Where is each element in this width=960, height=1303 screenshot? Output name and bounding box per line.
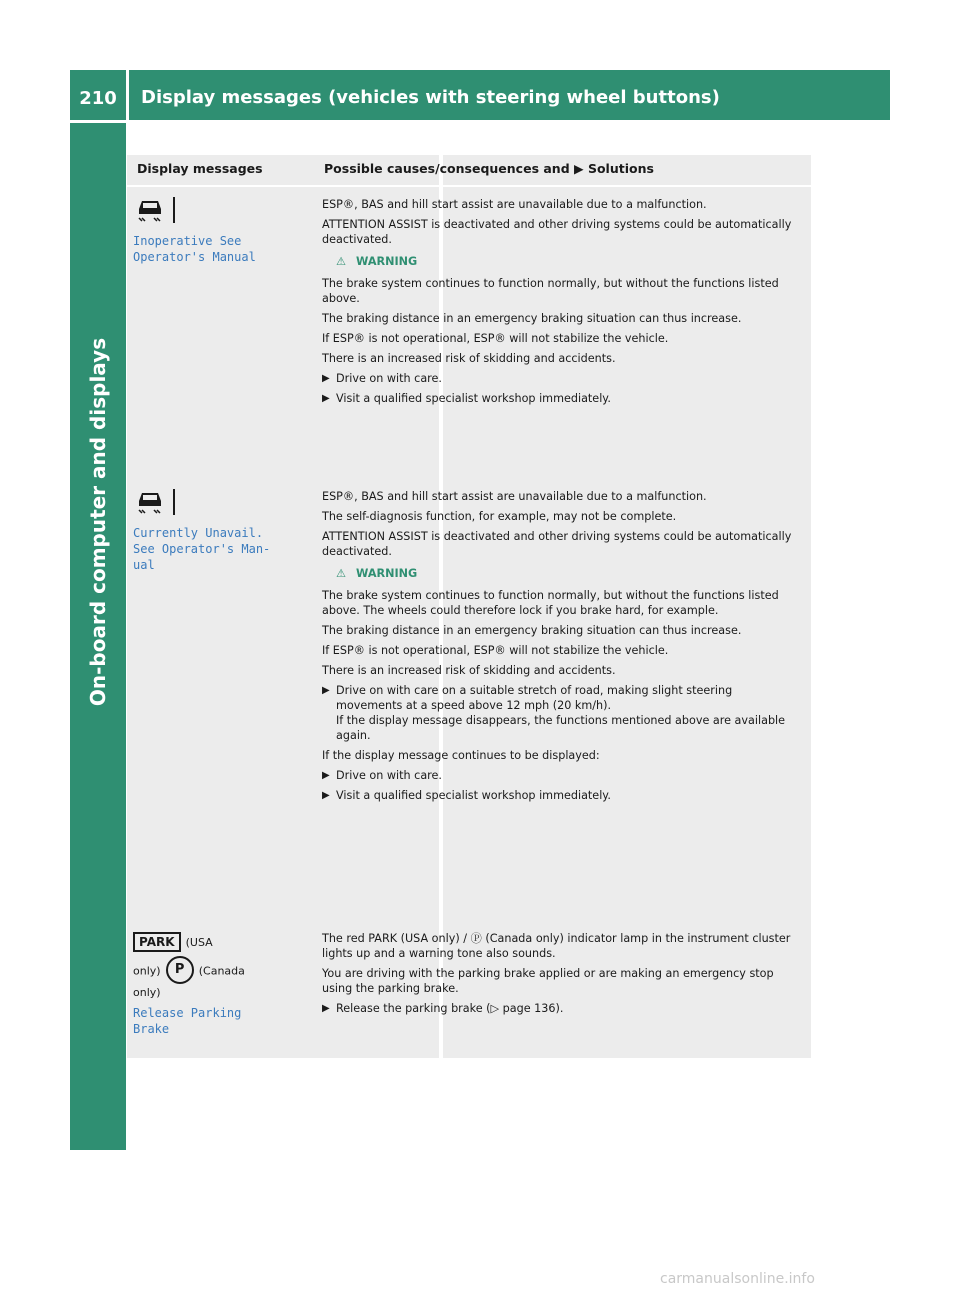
- cause-text: ATTENTION ASSIST is deactivated and other driving systems could be automatically deactivated.: [322, 530, 792, 558]
- solution-step: ▶ Drive on with care.: [322, 372, 442, 385]
- warning-text: The brake system continues to function normally, but without the functions listed above.: [322, 277, 779, 305]
- warning-text: The braking distance in an emergency braking situation can thus increase.: [322, 624, 742, 637]
- warning-heading: ⚠ WARNING: [335, 567, 418, 580]
- arrow-icon: ▶: [322, 685, 330, 696]
- page-number: 210: [79, 88, 117, 109]
- only-label: only): [133, 986, 161, 999]
- warning-text: The brake system continues to function normally, but without the functions listed above. The wheels could therefore lock if you brake hard, for example.: [322, 589, 779, 617]
- usa-only-label: (USA: [185, 936, 213, 949]
- cause-text: ATTENTION ASSIST is deactivated and other driving systems could be automatically deactivated.: [322, 218, 792, 246]
- display-message-text: Inoperative See Operator's Manual: [133, 234, 256, 264]
- park-icon: PARK: [133, 932, 181, 952]
- warning-text: There is an increased risk of skidding and accidents.: [322, 664, 616, 677]
- row-3-solution-cell: [322, 931, 802, 1021]
- arrow-icon: ▶: [322, 770, 330, 781]
- display-message-text: Release Parking Brake: [133, 1006, 242, 1036]
- arrow-icon: ▶: [322, 373, 330, 384]
- solution-step: ▶ Release the parking brake (▷ page 136).: [322, 1002, 564, 1015]
- row-3-message-cell: [133, 931, 309, 1037]
- cause-text: You are driving with the parking brake applied or are making an emergency stop using the parking brake.: [322, 967, 774, 995]
- esp-warning-icon: [133, 489, 175, 515]
- warning-text: If ESP® is not operational, ESP® will not stabilize the vehicle.: [322, 644, 669, 657]
- solution-step: ▶ Visit a qualified specialist workshop immediately.: [322, 392, 611, 405]
- warning-text: The braking distance in an emergency braking situation can thus increase.: [322, 312, 742, 325]
- solution-step: ▶ Drive on with care on a suitable stretch of road, making slight steering movements at a speed above 12 mph (20 km/h). If the display message disappears, the functions mentioned above are available again.: [322, 684, 786, 742]
- row-2-message-cell: [133, 489, 309, 573]
- warning-text: If ESP® is not operational, ESP® will not stabilize the vehicle.: [322, 332, 669, 345]
- side-tab-label: On-board computer and displays: [86, 337, 110, 707]
- canada-only-label: (Canada: [198, 964, 245, 978]
- arrow-icon: ▶: [322, 1003, 330, 1014]
- arrow-icon: ▶: [322, 790, 330, 801]
- warning-triangle-icon: ⚠: [335, 567, 347, 580]
- cause-text: The self-diagnosis function, for example, may not be complete.: [322, 510, 677, 523]
- warning-text: There is an increased risk of skidding and accidents.: [322, 352, 616, 365]
- cause-text: If the display message continues to be displayed:: [322, 749, 600, 762]
- esp-warning-icon: [133, 197, 175, 223]
- row-2-solution-cell: [322, 489, 802, 808]
- row-1-message-cell: [133, 197, 309, 265]
- only-label: only): [133, 964, 161, 978]
- page-title: Display messages (vehicles with steering wheel buttons): [141, 87, 720, 108]
- column-header-display-messages: Display messages: [137, 161, 263, 176]
- messages-table: [127, 155, 811, 1058]
- header-separator: [126, 70, 129, 120]
- warning-heading: ⚠ WARNING: [335, 255, 418, 268]
- solution-step: ▶ Drive on with care.: [322, 769, 442, 782]
- warning-triangle-icon: ⚠: [335, 255, 347, 268]
- solution-step: ▶ Visit a qualified specialist workshop immediately.: [322, 789, 611, 802]
- parking-brake-icon: P: [166, 956, 194, 984]
- watermark: carmanualsonline.info: [660, 1271, 815, 1287]
- arrow-icon: ▶: [322, 393, 330, 404]
- cause-text: ESP®, BAS and hill start assist are unavailable due to a malfunction.: [322, 198, 707, 211]
- cause-text: The red PARK (USA only) / Ⓟ (Canada only) indicator lamp in the instrument cluster lights up and a warning tone also sounds.: [322, 932, 791, 960]
- row-1-solution-cell: [322, 197, 802, 411]
- cause-text: ESP®, BAS and hill start assist are unavailable due to a malfunction.: [322, 490, 707, 503]
- display-message-text: Currently Unavail. See Operator's Man- ual: [133, 526, 271, 572]
- header-rule: [127, 185, 811, 187]
- column-header-causes-solutions: Possible causes/consequences and ▶ Solutions: [324, 161, 654, 176]
